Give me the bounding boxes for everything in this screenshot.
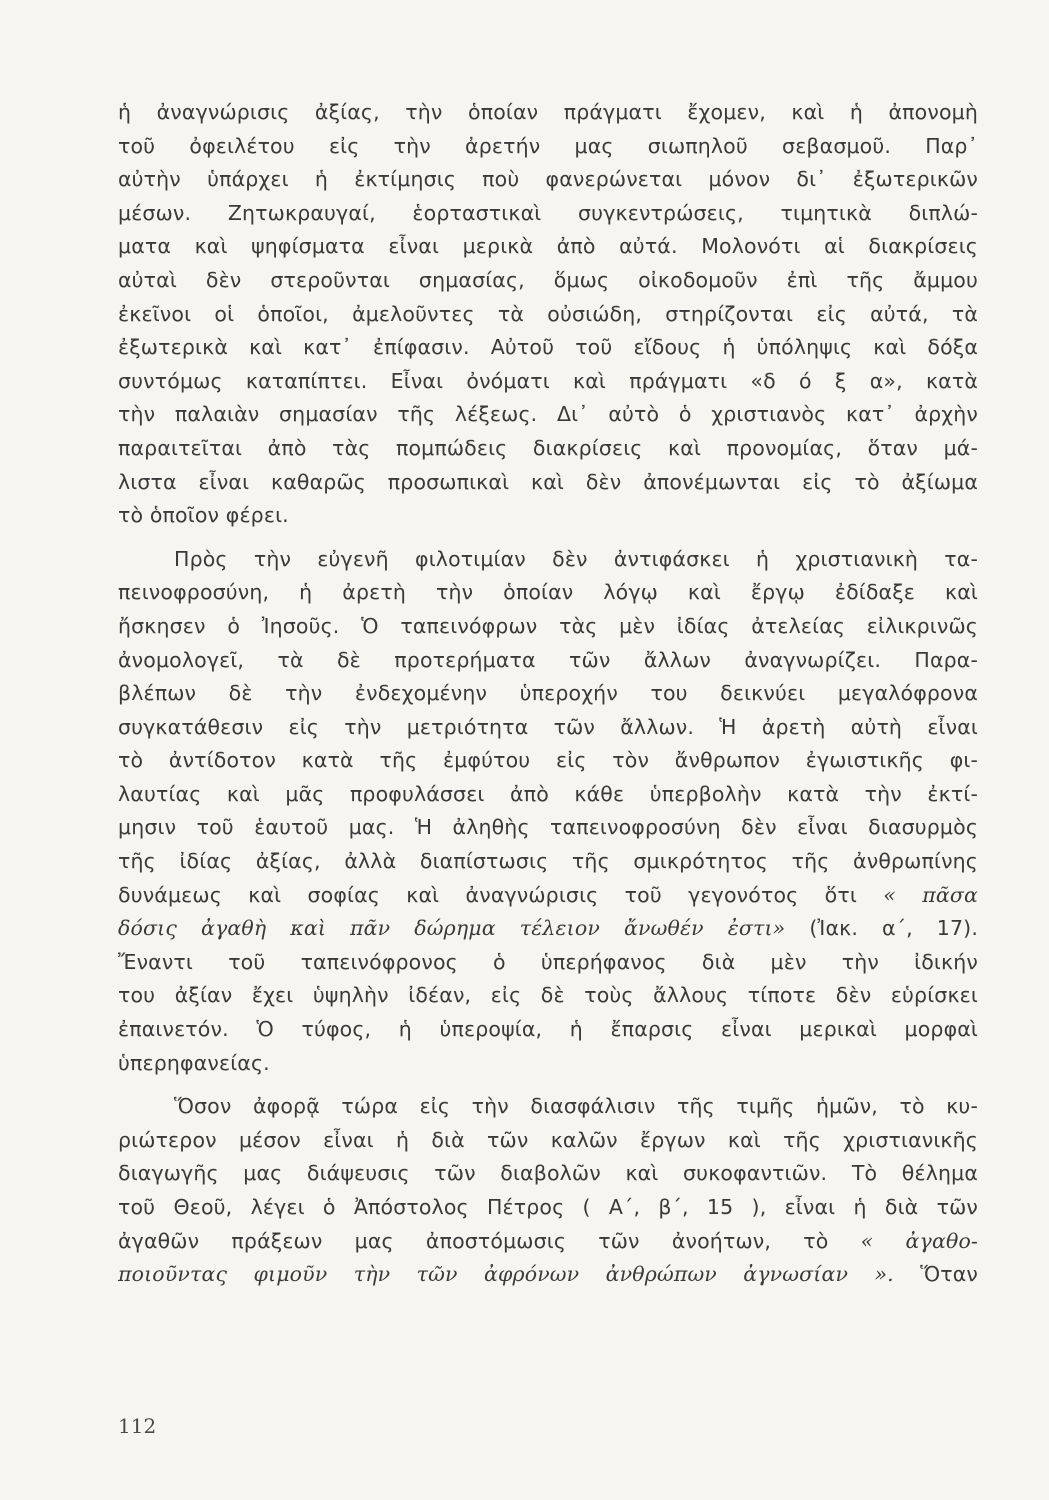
- text-line: αὐταὶ δὲν στεροῦνται σημασίας, ὅμως οἰκοδομοῦν ἐπὶ τῆς ἄμμου: [118, 267, 978, 292]
- text-line: ριώτερον μέσον εἶναι ἡ διὰ τῶν καλῶν ἔργων καὶ τῆς χριστιανικῆς: [118, 1127, 978, 1152]
- text-line: [118, 1225, 978, 1259]
- text-line: πεινοφροσύνη, ἡ ἀρετὴ τὴν ὁποίαν λόγῳ καὶ ἔργῳ ἐδίδαξε καὶ: [118, 580, 978, 605]
- citation: (Ἰακ. α΄, 17).: [809, 916, 978, 941]
- text-line: παραιτεῖται ἀπὸ τὰς πομπώδεις διακρίσεις καὶ προνομίας, ὅταν μά-: [118, 435, 978, 460]
- body-text: [118, 96, 978, 1292]
- text-line: ἀνομολογεῖ, τὰ δὲ προτερήματα τῶν ἄλλων ἀναγνωρίζει. Παρα-: [118, 647, 978, 672]
- text-line: ὑπερηφανείας.: [118, 1050, 270, 1075]
- text-line: ἐπαινετόν. Ὁ τύφος, ἡ ὑπεροψία, ἡ ἔπαρσις εἶναι μερικαὶ μορφαὶ: [118, 1017, 978, 1042]
- text-line: τὸ ἀντίδοτον κατὰ τῆς ἐμφύτου εἰς τὸν ἄνθρωπον ἐγωιστικῆς φι-: [118, 748, 978, 773]
- paragraph-gap: [118, 1080, 978, 1090]
- text-line: [118, 879, 978, 913]
- page-number: 112: [118, 1414, 157, 1438]
- text-line: συγκατάθεσιν εἰς τὴν μετριότητα τῶν ἄλλων. Ἡ ἀρετὴ αὐτὴ εἶναι: [118, 714, 978, 739]
- quote-fragment: « ἀγαθο-: [860, 1228, 979, 1253]
- text-line: τοῦ ὀφειλέτου εἰς τὴν ἀρετήν μας σιωπηλοῦ σεβασμοῦ. Παρ᾽: [118, 133, 978, 158]
- text-line: Ὅσον ἀφορᾷ τώρα εἰς τὴν διασφάλισιν τῆς τιμῆς ἡμῶν, τὸ κυ-: [174, 1094, 978, 1119]
- text-line: τοῦ Θεοῦ, λέγει ὁ Ἀπόστολος Πέτρος ( Α΄, β΄, 15 ), εἶναι ἡ διὰ τῶν: [118, 1195, 978, 1219]
- paragraph-2: [118, 543, 978, 1081]
- text-line: τὴν παλαιὰν σημασίαν τῆς λέξεως. Δι᾽ αὐτὸ ὁ χριστιανὸς κατ᾽ ἀρχὴν: [118, 402, 978, 427]
- text-line: [118, 1258, 978, 1292]
- text-fragment: ἀγαθῶν πράξεων μας ἀποστόμωσις τῶν ἀνοήτων, τὸ: [118, 1228, 829, 1253]
- quote-fragment: δόσις ἀγαθὴ καὶ πᾶν δώρημα τέλειον ἄνωθέν ἐστι»: [118, 916, 786, 941]
- text-fragment: δυνάμεως καὶ σοφίας καὶ ἀναγνώρισις τοῦ γεγονότος ὅτι: [118, 882, 857, 907]
- paragraph-1: [118, 96, 978, 533]
- quote-fragment: ποιοῦντας φιμοῦν τὴν τῶν ἀφρόνων ἀνθρώπων ἀγνωσίαν ».: [118, 1262, 894, 1287]
- text-line: μέσων. Ζητωκραυγαί, ἑορταστικαὶ συγκεντρώσεις, τιμητικὰ διπλώ-: [118, 200, 978, 225]
- text-line: βλέπων δὲ τὴν ἐνδεχομένην ὑπεροχήν του δεικνύει μεγαλόφρονα: [118, 681, 978, 706]
- paragraph-gap: [118, 533, 978, 543]
- text-line: τὸ ὁποῖον φέρει.: [118, 503, 289, 528]
- text-line: Ἔναντι τοῦ ταπεινόφρονος ὁ ὑπερήφανος διὰ μὲν τὴν ἰδικήν: [118, 949, 978, 974]
- text-line: λαυτίας καὶ μᾶς προφυλάσσει ἀπὸ κάθε ὑπερβολὴν κατὰ τὴν ἐκτί-: [118, 781, 978, 806]
- text-line: ἐκεῖνοι οἱ ὁποῖοι, ἀμελοῦντες τὰ οὐσιώδη, στηρίζονται εἰς αὐτά, τὰ: [118, 301, 978, 326]
- text-line: του ἀξίαν ἔχει ὑψηλὴν ἰδέαν, εἰς δὲ τοὺς ἄλλους τίποτε δὲν εὑρίσκει: [118, 983, 978, 1008]
- text-line: αὐτὴν ὑπάρχει ἡ ἐκτίμησις ποὺ φανερώνεται μόνον δι᾽ ἐξωτερικῶν: [118, 167, 978, 192]
- text-line: ματα καὶ ψηφίσματα εἶναι μερικὰ ἀπὸ αὐτά. Μολονότι αἱ διακρίσεις: [118, 234, 978, 259]
- text-line: ἤσκησεν ὁ Ἰησοῦς. Ὁ ταπεινόφρων τὰς μὲν ἰδίας ἀτελείας εἰλικρινῶς: [118, 613, 978, 638]
- text-line: ἐξωτερικὰ καὶ κατ᾽ ἐπίφασιν. Αὐτοῦ τοῦ εἴδους ἡ ὑπόληψις καὶ δόξα: [118, 335, 978, 360]
- text-line: διαγωγῆς μας διάψευσις τῶν διαβολῶν καὶ συκοφαντιῶν. Τὸ θέλημα: [118, 1161, 978, 1186]
- quote-fragment: « πᾶσα: [883, 882, 978, 907]
- text-line: συντόμως καταπίπτει. Εἶναι ὀνόματι καὶ πράγματι «δ ό ξ α», κατὰ: [118, 368, 978, 393]
- text-line: ἡ ἀναγνώρισις ἀξίας, τὴν ὁποίαν πράγματι ἔχομεν, καὶ ἡ ἀπονομὴ: [118, 100, 978, 124]
- paragraph-3: [118, 1090, 978, 1292]
- text-line: [118, 912, 978, 946]
- text-fragment: Ὅταν: [920, 1262, 978, 1287]
- text-line: τῆς ἰδίας ἀξίας, ἀλλὰ διαπίστωσις τῆς σμικρότητος τῆς ἀνθρωπίνης: [118, 849, 978, 874]
- text-line: λιστα εἶναι καθαρῶς προσωπικαὶ καὶ δὲν ἀπονέμωνται εἰς τὸ ἀξίωμα: [118, 469, 978, 494]
- text-line: Πρὸς τὴν εὐγενῆ φιλοτιμίαν δὲν ἀντιφάσκει ἡ χριστιανικὴ τα-: [174, 546, 978, 571]
- text-line: μησιν τοῦ ἑαυτοῦ μας. Ἡ ἀληθὴς ταπεινοφροσύνη δὲν εἶναι διασυρμὸς: [118, 815, 978, 840]
